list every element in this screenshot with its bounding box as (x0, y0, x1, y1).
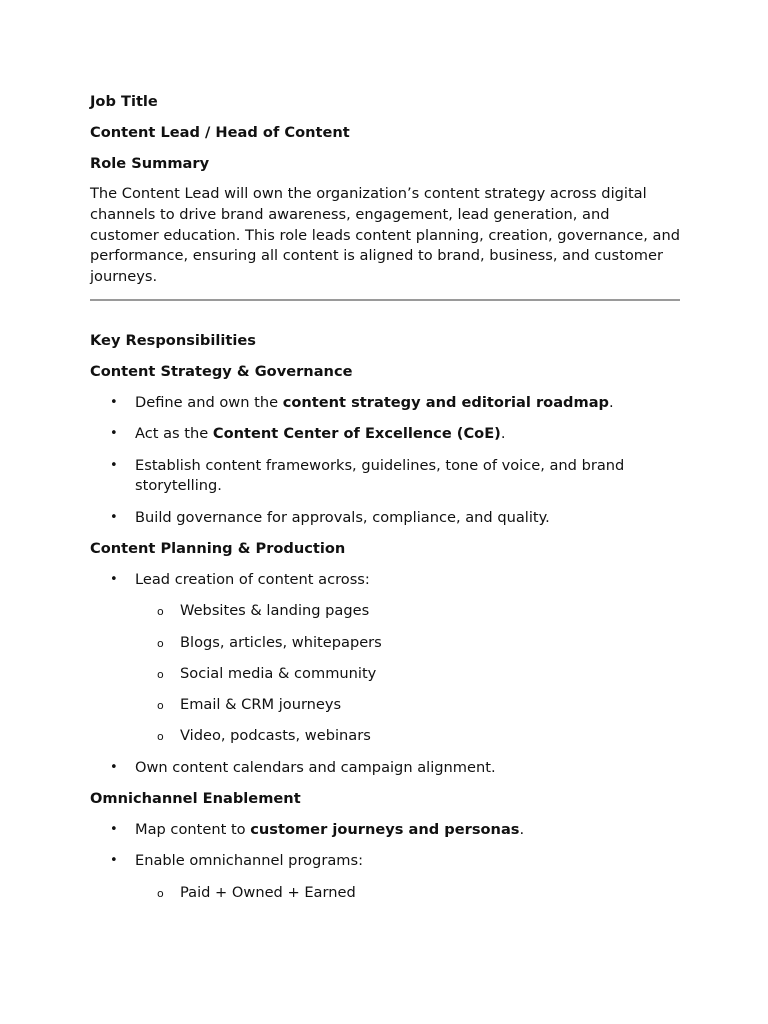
bullet-icon: • (110, 457, 118, 473)
sub-bullet-icon: o (157, 886, 164, 900)
list-item-text: Enable omnichannel programs: (135, 852, 363, 870)
bullet-icon: • (110, 853, 118, 869)
list-item-text: Build governance for approvals, compliance, and quality. (135, 508, 550, 526)
bullet-icon: • (110, 759, 118, 775)
sub-list-item (135, 726, 680, 747)
planning-sublist (135, 601, 680, 747)
list-item-text: Act as the (135, 425, 213, 443)
bullet-icon: • (110, 509, 118, 525)
key-responsibilities-heading: Key Responsibilities (90, 331, 256, 349)
list-item (90, 758, 680, 779)
sub-bullet-icon: o (157, 636, 164, 650)
list-item-text: Map content to (135, 821, 251, 839)
sub-bullet-icon: o (157, 667, 164, 681)
list-item (90, 570, 680, 747)
bullet-icon: • (110, 394, 118, 410)
list-item-text: Define and own the (135, 393, 283, 411)
role-summary-heading: Role Summary (90, 155, 210, 172)
omnichannel-list (90, 820, 680, 903)
list-item-text: Own content calendars and campaign alignment. (135, 758, 496, 776)
sub-list-item-text: Email & CRM journeys (180, 696, 342, 714)
sub-list-item (135, 633, 680, 654)
sub-list-item-text: Websites & landing pages (180, 602, 370, 620)
sub-list-item (135, 883, 680, 904)
list-item (90, 508, 680, 529)
list-item (90, 851, 680, 903)
section-heading-planning: Content Planning & Production (90, 539, 346, 557)
list-item-text-end: . (519, 821, 525, 839)
section-heading-strategy: Content Strategy & Governance (90, 362, 353, 380)
list-item (90, 456, 680, 498)
sub-list-item (135, 695, 680, 716)
bullet-icon: • (110, 426, 118, 442)
job-title: Content Lead / Head of Content (90, 124, 350, 141)
list-item-text-end: . (609, 393, 614, 411)
list-item-bold-text: Content Center of Excellence (CoE) (212, 425, 501, 443)
sub-list-item-text: Blogs, articles, whitepapers (180, 633, 382, 651)
sub-list-item-text: Social media & community (180, 664, 377, 682)
bullet-icon: • (110, 822, 118, 838)
sub-list-item-text: Video, podcasts, webinars (180, 727, 371, 745)
list-item-bold-text: customer journeys and personas (250, 821, 520, 839)
sub-list-item (135, 664, 680, 685)
list-item-text: Establish content frameworks, guidelines, tone of voice, and brand storytelling. (135, 456, 625, 495)
horizontal-divider (90, 299, 680, 301)
bullet-icon: • (110, 571, 118, 587)
role-summary-text: The Content Lead will own the organization’s content strategy across digital channels to drive brand awareness, engagement, lead generation, and customer education. This role leads content planning, creation, governance, and performance, ensuring all content is aligned to brand, business, and customer journeys. (90, 185, 680, 286)
list-item-text: Lead creation of content across: (135, 570, 370, 588)
list-item (90, 820, 680, 841)
sub-list-item-text: Paid + Owned + Earned (180, 883, 356, 901)
list-item-text-end: . (500, 425, 506, 443)
sub-list-item (135, 601, 680, 622)
job-title-heading: Job Title (90, 93, 158, 110)
omnichannel-sublist (135, 883, 680, 904)
document-page (90, 92, 680, 914)
section-heading-omnichannel: Omnichannel Enablement (90, 790, 301, 808)
sub-bullet-icon: o (157, 605, 164, 619)
planning-list (90, 570, 680, 779)
list-item (90, 393, 680, 414)
strategy-list (90, 393, 680, 528)
sub-bullet-icon: o (157, 699, 164, 713)
list-item-bold-text: content strategy and editorial roadmap (282, 393, 609, 411)
list-item (90, 424, 680, 445)
sub-bullet-icon: o (157, 730, 164, 744)
